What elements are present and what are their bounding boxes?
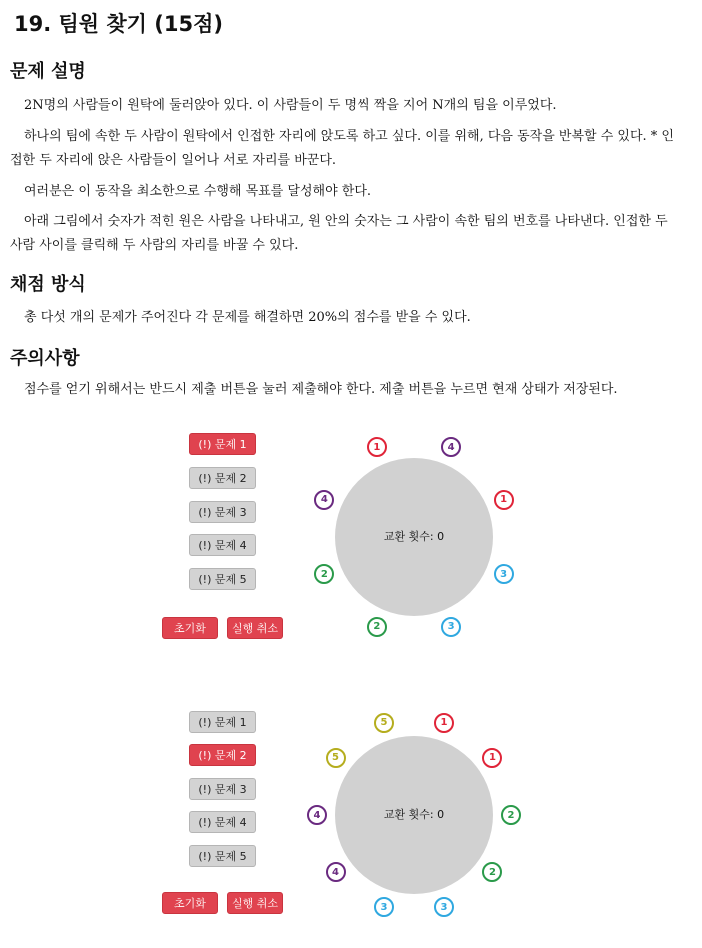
undo-button[interactable]: 실행 취소 (227, 892, 283, 914)
problem-3-button[interactable]: (!) 문제 3 (189, 778, 256, 800)
seat-team-2[interactable]: 2 (367, 617, 387, 637)
seat-team-3[interactable]: 3 (494, 564, 514, 584)
seat-team-3[interactable]: 3 (434, 897, 454, 917)
problem-1-button[interactable]: (!) 문제 1 (189, 433, 256, 455)
notice-paragraph: 점수를 얻기 위해서는 반드시 제출 버튼을 눌러 제출해야 한다. 제출 버튼을 누르면 현재 상태가 저장된다. (24, 382, 618, 397)
seat-team-2[interactable]: 2 (501, 805, 521, 825)
seat-team-3[interactable]: 3 (374, 897, 394, 917)
scoring-paragraph: 총 다섯 개의 문제가 주어진다 각 문제를 해결하면 20%의 점수를 받을 수 있다. (24, 310, 471, 325)
seat-team-1[interactable]: 1 (482, 748, 502, 768)
seat-team-4[interactable]: 4 (441, 437, 461, 457)
demo-panel-1 (0, 430, 702, 670)
problem-4-button[interactable]: (!) 문제 4 (189, 534, 256, 556)
problem-2-button[interactable]: (!) 문제 2 (189, 467, 256, 489)
seat-team-2[interactable]: 2 (314, 564, 334, 584)
notice-heading: 주의사항 (10, 348, 80, 369)
seat-team-2[interactable]: 2 (482, 862, 502, 882)
demo-panel-2 (0, 708, 702, 948)
swap-count-label: 교환 횟수: 0 (383, 530, 445, 543)
problem-paragraph-2: 하나의 팀에 속한 두 사람이 원탁에서 인접한 자리에 앉도록 하고 싶다. 이를 위해, 다음 동작을 반복할 수 있다. * 인접한 두 자리에 앉은 사람들이 일어나 서로 자리를 바꾼다. (10, 129, 674, 168)
seat-team-5[interactable]: 5 (326, 748, 346, 768)
problem-5-button[interactable]: (!) 문제 5 (189, 845, 256, 867)
swap-count-label: 교환 횟수: 0 (383, 808, 445, 821)
problem-paragraph-3: 여러분은 이 동작을 최소한으로 수행해 목표를 달성해야 한다. (24, 184, 372, 199)
problem-2-button[interactable]: (!) 문제 2 (189, 744, 256, 766)
seat-team-1[interactable]: 1 (434, 713, 454, 733)
seat-team-3[interactable]: 3 (441, 617, 461, 637)
problem-3-button[interactable]: (!) 문제 3 (189, 501, 256, 523)
seat-team-4[interactable]: 4 (314, 490, 334, 510)
seat-team-5[interactable]: 5 (374, 713, 394, 733)
scoring-heading: 채점 방식 (10, 274, 86, 295)
problem-5-button[interactable]: (!) 문제 5 (189, 568, 256, 590)
problem-4-button[interactable]: (!) 문제 4 (189, 811, 256, 833)
problem-heading: 문제 설명 (10, 61, 86, 82)
problem-paragraph-4: 아래 그림에서 숫자가 적힌 원은 사람을 나타내고, 원 안의 숫자는 그 사람이 속한 팀의 번호를 나타낸다. 인접한 두 사람 사이를 클릭해 두 사람의 자리를 바꿀 수 있다. (10, 214, 668, 253)
problem-1-button[interactable]: (!) 문제 1 (189, 711, 256, 733)
problem-paragraph-1: 2N명의 사람들이 원탁에 둘러앉아 있다. 이 사람들이 두 명씩 짝을 지어 N개의 팀을 이루었다. (24, 98, 557, 113)
seat-team-1[interactable]: 1 (494, 490, 514, 510)
undo-button[interactable]: 실행 취소 (227, 617, 283, 639)
seat-team-4[interactable]: 4 (307, 805, 327, 825)
seat-team-4[interactable]: 4 (326, 862, 346, 882)
seat-team-1[interactable]: 1 (367, 437, 387, 457)
reset-button[interactable]: 초기화 (162, 892, 218, 914)
reset-button[interactable]: 초기화 (162, 617, 218, 639)
page-title: 19. 팀원 찾기 (15점) (14, 12, 223, 36)
